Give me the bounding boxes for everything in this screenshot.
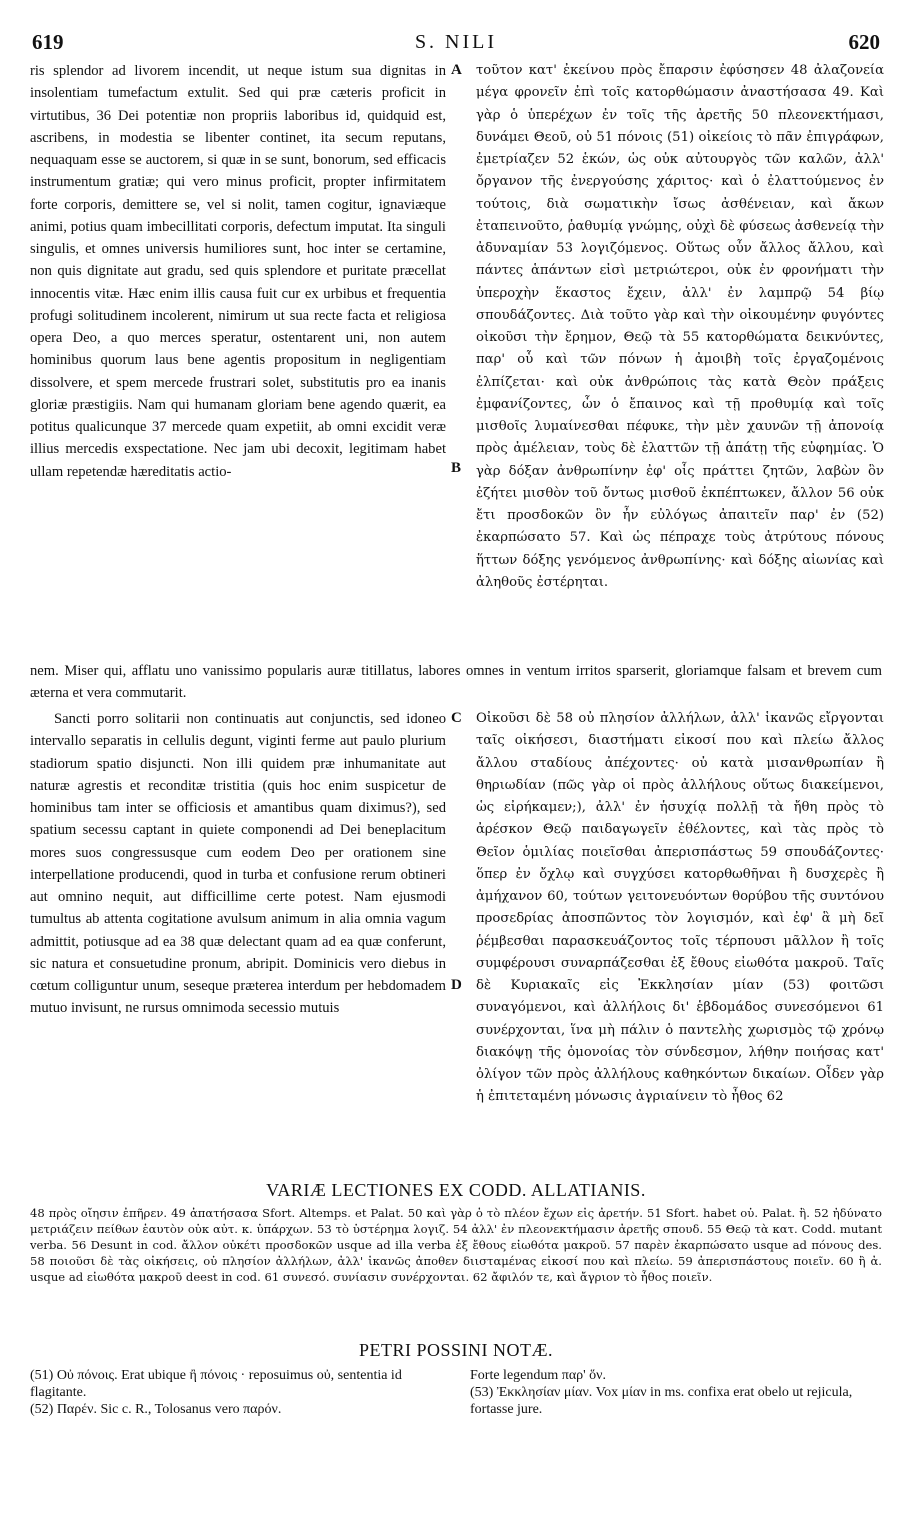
notes-heading: PETRI POSSINI NOTÆ. — [358, 1340, 554, 1360]
latin-paragraph-bridge: nem. Miser qui, afflatu uno vanissimo popularis auræ titillatus, labores omnes in ventum irritos sparserit, gloriamque falsam et brevem cum æterna et vera commutarit. — [30, 663, 882, 702]
page-number-left: 619 — [32, 30, 64, 54]
margin-letter-b: B — [451, 460, 462, 476]
greek-paragraph-top: τοῦτον κατ' ἐκείνου πρὸς ἔπαρσιν ἐφύσησεν 48 ἀλαζονεία μέγα φρονεῖν ἐπὶ τοῖς κατορθώμασιν ἀναστήσασα 49. Καὶ γὰρ ὁ ὑπερέχων ἐν τοῖς τῆς ἀρετῆς 50 πλεονεκτήμασι, δυνάμει Θεοῦ, οὐ 51 πόνοις (51) οἰκείοις τὸ πᾶν ἐπιγράφων, ἐμετρίαζεν 52 ἑκών, ὡς οὐκ αὐτουργὸς τῶν καλῶν, ἀλλ' ὄργανον τῆς ἐνεργούσης χάριτος· καὶ ὁ ἐλαττούμενος ἐν τούτοις, διὰ σωματικὴν ἴσως ἀσθένειαν, καὶ ἄκων ἐταπεινοῦτο, ῥαθυμίᾳ γνώμης, οὐχὶ δὲ φύσεως ἀσθενείᾳ τὴν ἀδυναμίαν 53 λογιζόμενος. Οὕτως οὖν ἄλλος ἄλλου, καὶ πάντες ἁπάντων εἰσὶ μετριώτεροι, οὐκ ἐν φρονήματι τὴν ὑπεροχὴν ἕκαστος ἔχειν, ἀλλ' ἐν λαμπρῷ 54 βίῳ σπουδάζοντες. Διὰ τοῦτο γὰρ καὶ τὴν οἰκουμένην φυγόντες οἰκοῦσι τὴν ἔρημον, Θεῷ τὰ 55 κατορθώματα δεικνύντες, παρ' οὗ καὶ τῶν πόνων ἡ ἀμοιβὴ τοῖς ἐργαζομένοις ἐλπίζεται· καὶ οὐκ ἀνθρώποις τὰς κατὰ Θεὸν πράξεις ἐμφανίζοντες, ὧν ὁ ἔπαινος καὶ τῇ προθυμίᾳ καὶ τοῖς μισθοῖς λυμαίνεσθαι πέφυκε, τὴν μὲν χαυνῶν τῇ ἀπονοίᾳ πρὸς ἀμέλειαν, τοὺς δὲ ἐλαττῶν τῇ ἀπάτῃ τῆς εὐφημίας. Ὁ γὰρ δόξαν ἀνθρωπίνην ἐφ' οἷς πράττει ζητῶν, λαβὼν ὃν ἐζήτει μισθὸν τοῦ ὄντως μισθοῦ ἐκπέπτωκεν, ἄλλον 56 οὐκ ἔτι προσδοκῶν ὃν ἦν εὐλόγως ἀπαιτεῖν παρ' ἐν (52) ἐκαρπώσατο 57. Καὶ ὡς πέπραχε τοὺς ἀτρύτους πόνους ἥττων δόξης γενόμενος ἀνθρωπίνης· καὶ δόξης αἰωνίας καὶ ἀληθοῦς ἐστέρηται. — [476, 63, 884, 590]
latin-column-bottom — [30, 708, 446, 1020]
note-51: (51) Οὐ πόνοις. Erat ubique ἢ πόνοις · reposuimus οὐ, sententia id flagitante. — [30, 1368, 402, 1400]
variant-readings — [30, 1205, 882, 1285]
notes-column-right — [470, 1367, 882, 1418]
variants-heading: VARIÆ LECTIONES EX CODD. ALLATIANIS. — [266, 1180, 646, 1200]
note-53: (53) Ἐκκλησίαν μίαν. Vox μίαν in ms. confixa erat obelo ut rejicula, fortasse jure. — [470, 1385, 853, 1417]
latin-paragraph-bottom: Sancti porro solitarii non continuatis aut conjunctis, sed idoneo intervallo separatis in cellulis degunt, viginti ferme aut paulo plurium stadiorum spatio disjuncti. Non illi quidem præ inhumanitate aut naturæ agrestis et reconditæ tristitia (quis hoc enim suspicetur de hominibus tam inter se officiosis et amantibus quam diximus?), sed spatium secessu captant in quiete componendi ad Dei beneplacitum mores suos congressusque cum eodem Deo per orationem sine interpellatione producendi, quod in turba et confusione rerum obtineri aut omnino nequit, aut difficillime certe potest. Nam ejusmodi tumultus ab attenta cogitatione avulsum animum in alia omnia vagum admittit, potiusque ad ea 38 quæ delectant quam ad ea quæ conferunt, sic natura et consuetudine pronum, abripit. Dominicis vero diebus in cœtum colliguntur unum, seseque præterea interdum per hebdomadem mutuo invisunt, ne rursus omnimoda secessio mutuis — [30, 711, 446, 1017]
greek-column-top — [476, 60, 884, 594]
margin-letter-d: D — [451, 977, 462, 993]
notes-column-left — [30, 1367, 442, 1418]
note-52-continuation: Forte legendum παρ' ὅν. — [470, 1368, 607, 1383]
margin-letter-a: A — [451, 62, 462, 78]
greek-paragraph-bottom: Οἰκοῦσι δὲ 58 οὐ πλησίον ἀλλήλων, ἀλλ' ἱκανῶς εἴργονται ταῖς οἰκήσεσι, διαστήματι εἰκοσί που καὶ πλείω ἄλλος ἄλλου σταδίους ἀπέχοντες· οὐ κατὰ μισανθρωπίαν ἢ θηριωδίαν (πῶς γὰρ οἱ πρὸς ἀλλήλους οὕτως διακείμενοι, ὡς εἰρήκαμεν;), ἀλλ' ἐν ἡσυχίᾳ πολλῇ τὰ ἤθη πρὸς τὸ ἀρέσκον Θεῷ παιδαγωγεῖν ἐθέλοντες, καὶ τὰς πρὸς τὸ Θεῖον ὁμιλίας ποιεῖσθαι ἀπερισπάστως 59 σπουδάζοντες· ὅπερ ἐν ὄχλῳ καὶ συγχύσει κατορθωθῆναι ἢ δυσχερὲς ἢ ἀμήχανον 60, τούτων γειτονευόντων θορύβου τῆς συντόνου προσεδρίας ἀποσπῶντος τὸν λογισμόν, καὶ ἐφ' ἃ μὴ δεῖ ῥέμβεσθαι παρασκευάζοντος τοῖς τέρπουσι μᾶλλον ἢ τοῖς συμφέρουσι συναρπάζεσθαι ἐξ ἔθους εἰωθότα μακροῦ. Ταῖς δὲ Κυριακαῖς εἰς Ἐκκλησίαν μίαν (53) φοιτῶσι συναγόμενοι, καὶ ἀλλήλοις δι' ἑβδομάδος συνεσόμενοι 61 συνέρχονται, ἵνα μὴ πάλιν ὁ παντελὴς χωρισμὸς τῷ χρόνῳ διακόψῃ τῆς ὁμονοίας τὸν σύνδεσμον, λήθην ποιήσας κατ' ὀλίγον τῶν πρὸς ἀλλήλους καθηκόντων δικαίων. Οἶδεν γὰρ ἡ ἐπιτεταμένη μόνωσις ἀγριαίνειν τὸ ἦθος 62 — [476, 711, 884, 1105]
note-52: (52) Παρέν. Sic c. R., Tolosanus vero παρόν. — [30, 1402, 282, 1417]
latin-column-top — [30, 60, 446, 483]
page-number-right: 620 — [848, 30, 880, 54]
page-header — [32, 30, 880, 56]
margin-letter-c: C — [451, 710, 462, 726]
running-title: S. NILI — [414, 31, 498, 53]
latin-full-width-line — [30, 660, 882, 705]
variant-readings-text: 48 πρὸς οἴησιν ἐπῆρεν. 49 ἀπατήσασα Sfort. Altemps. et Palat. 50 καὶ γὰρ ὁ τὸ πλέον ἔχων εἰς ἀρετήν. 51 Sfort. habet οὐ. Palat. ἢ. 52 ἠδύνατο μετριάζειν πείθων ἑαυτὸν οὐκ αὐτ. κ. ὑπάρχων. 53 τὸ ὑστέρημα λογιζ. 54 ἀλλ' ἐν πλεονεκτήμασιν ἀρετῆς σπουδ. 55 Θεῷ τὰ κατ. Codd. mutant verba. 56 Desunt in cod. ἄλλον οὐκέτι προσδοκῶν usque ad illa verba ἐξ ἔθους εἰωθότα μακροῦ. 57 παρὲν ἐκαρπώσατο usque ad πόνους des. 58 ποιοῦσι δὲ τὰς οἰκήσεις, οὐ πλησίον ἀλλήλων, ἀλλ' ἱκανῶς ἀποθεν διισταμένας εἰκοσί που καὶ πλείω. 59 ἀπερισπάστους ποιεῖν. 60 ἢ ἀ. usque ad εἰωθότα μακροῦ deest in cod. 61 συνεσό. συνίασιν συνέρχονται. 62 ἄφιλόν τε, καὶ ἄγριον τὸ ἦθος ποιεῖν. — [30, 1206, 882, 1284]
greek-column-bottom — [476, 708, 884, 1109]
latin-paragraph-top: ris splendor ad livorem incendit, ut neque istum sua dignitas in insolentiam tumefactum extulit. Sed qui præ cæteris proficit in virtutibus, 36 Dei potentiæ non propriis laboribus id, quidquid est, ascribens, in modestia se libenter continet, ita secum reputans, nequaquam esse se auctorem, si quæ in se sunt, bonorum, sed efficacis instrumentum gratiæ; qui vero minus proficit, propter infirmitatem forte corporis, demittere se, vel si nolit, tamen cogitur, ignaviæque animi, potius quam imbecillitati corporis, defectum imputat. Ita singuli singulis, et omnes universis humiliores sunt, hoc inter se certamine, non quis dignitate aut gradu, sed quis splendore et puritate præcellat innocentis vitæ. Hæc enim illis causa fuit cur ex urbibus et frequentia profugi solitudinem incolerent, nimirum ut sua recte facta et religiosa opera Deo, a quo merces speratur, ostentarent uni, non autem hominibus quorum laus bene agentis propositum in negligentiam dissolvere, et spem mercede frustrari solet, substitutis pro ea inanis gloriæ præstigiis. Nam qui humanam gloriam bene agendo quærit, ea potitus qualicunque 37 mercede quam expetiit, ab omni excidit veræ illius mercedis exspectatione. Nec jam ubi decoxit, legitimam habet ullam repetendæ hæreditatis actio- — [30, 63, 446, 480]
